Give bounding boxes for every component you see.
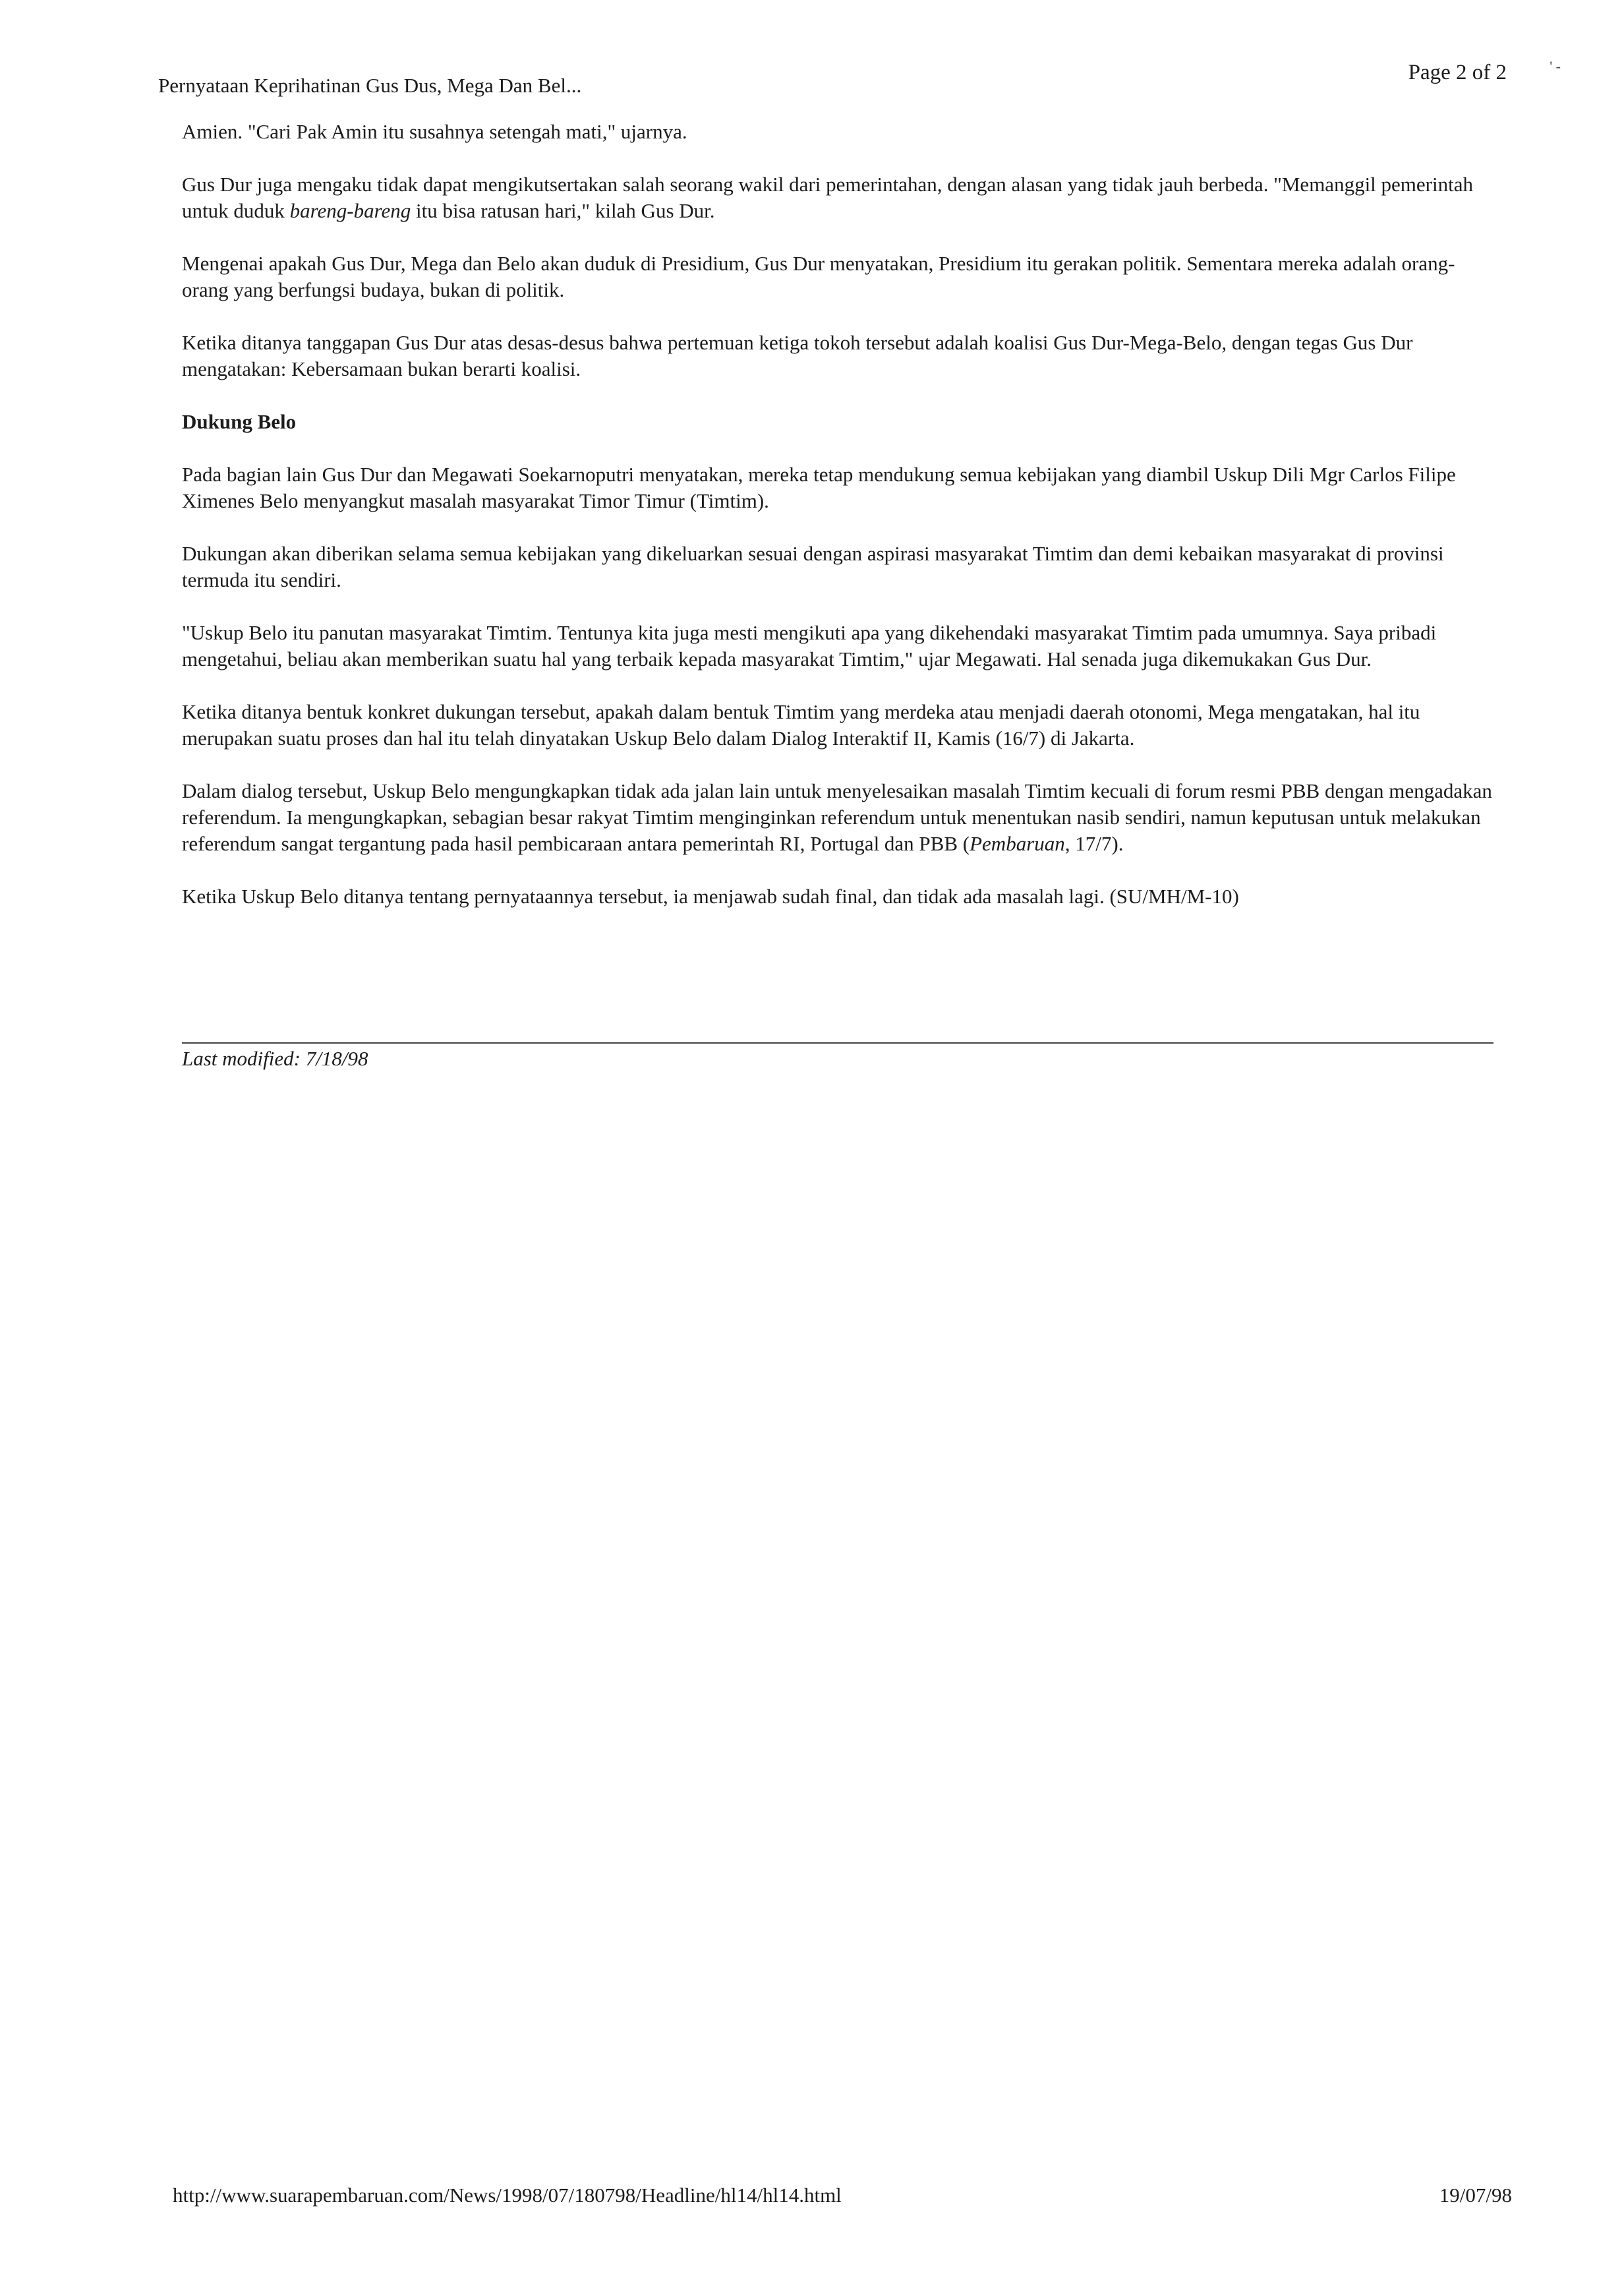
article-body (182, 119, 1494, 936)
last-modified-note: Last modified: 7/18/98 (182, 1047, 368, 1070)
paragraph-9-italic: Pembaruan (970, 832, 1065, 855)
divider-rule (182, 1042, 1494, 1044)
page-title: Pernyataan Keprihatinan Gus Dus, Mega Dan Bel... (158, 74, 582, 97)
paragraph-3: Mengenai apakah Gus Dur, Mega dan Belo akan duduk di Presidium, Gus Dur menyatakan, Presidium itu gerakan politik. Sementara mereka adalah orang-orang yang berfungsi budaya, bukan di politik. (182, 252, 1455, 301)
paragraph-2-text-a: Gus Dur juga mengaku tidak dapat mengikutsertakan salah seorang wakil dari pemerintahan, dengan alasan yang tidak jauh berbeda. "Memanggil pemerintah untuk duduk (182, 173, 1473, 222)
page-counter: Page 2 of 2 (1408, 61, 1507, 84)
paragraph-7: "Uskup Belo itu panutan masyarakat Timtim. Tentunya kita juga mesti mengikuti apa yang dikehendaki masyarakat Timtim pada umumnya. Saya pribadi mengetahui, beliau akan memberikan suatu hal yang terbaik kepada masyarakat Timtim," ujar Megawati. Hal senada juga dikemukakan Gus Dur. (182, 621, 1437, 670)
paragraph-9-text-a: Dalam dialog tersebut, Uskup Belo mengungkapkan tidak ada jalan lain untuk menyelesaikan masalah Timtim kecuali di forum resmi PBB dengan mengadakan referendum. Ia mengungkapkan, sebagian besar rakyat Timtim menginginkan referendum untuk menentukan nasib sendiri, namun keputusan untuk melakukan referendum sangat tergantung pada hasil pembicaraan antara pemerintah RI, Portugal dan PBB ( (182, 779, 1492, 855)
paragraph-4: Ketika ditanya tanggapan Gus Dur atas desas-desus bahwa pertemuan ketiga tokoh tersebut adalah koalisi Gus Dur-Mega-Belo, dengan tegas Gus Dur mengatakan: Kebersamaan bukan berarti koalisi. (182, 331, 1413, 380)
paragraph-9 (182, 778, 1494, 857)
paragraph-2 (182, 171, 1494, 224)
paragraph-6: Dukungan akan diberikan selama semua kebijakan yang dikeluarkan sesuai dengan aspirasi masyarakat Timtim dan demi kebaikan masyarakat di provinsi termuda itu sendiri. (182, 542, 1444, 591)
source-url: http://www.suarapembaruan.com/News/1998/07/180798/Headline/hl14/hl14.html (173, 2184, 842, 2207)
paragraph-1: Amien. "Cari Pak Amin itu susahnya setengah mati," ujarnya. (182, 120, 687, 143)
paragraph-5: Pada bagian lain Gus Dur dan Megawati Soekarnoputri menyatakan, mereka tetap mendukung semua kebijakan yang diambil Uskup Dili Mgr Carlos Filipe Ximenes Belo menyangkut masalah masyarakat Timor Timur (Timtim). (182, 463, 1456, 512)
paragraph-2-italic: bareng-bareng (289, 199, 411, 222)
section-heading: Dukung Belo (182, 410, 297, 433)
paragraph-10: Ketika Uskup Belo ditanya tentang pernyataannya tersebut, ia menjawab sudah final, dan tidak ada masalah lagi. (SU/MH/M-10) (182, 885, 1239, 908)
scan-mark: ' ‑ (1550, 58, 1561, 74)
paragraph-2-text-b: itu bisa ratusan hari," kilah Gus Dur. (411, 199, 715, 222)
paragraph-9-text-b: , 17/7). (1064, 832, 1124, 855)
paragraph-8: Ketika ditanya bentuk konkret dukungan tersebut, apakah dalam bentuk Timtim yang merdeka atau menjadi daerah otonomi, Mega mengatakan, hal itu merupakan suatu proses dan hal itu telah dinyatakan Uskup Belo dalam Dialog Interaktif II, Kamis (16/7) di Jakarta. (182, 700, 1420, 750)
print-date: 19/07/98 (1439, 2184, 1512, 2207)
